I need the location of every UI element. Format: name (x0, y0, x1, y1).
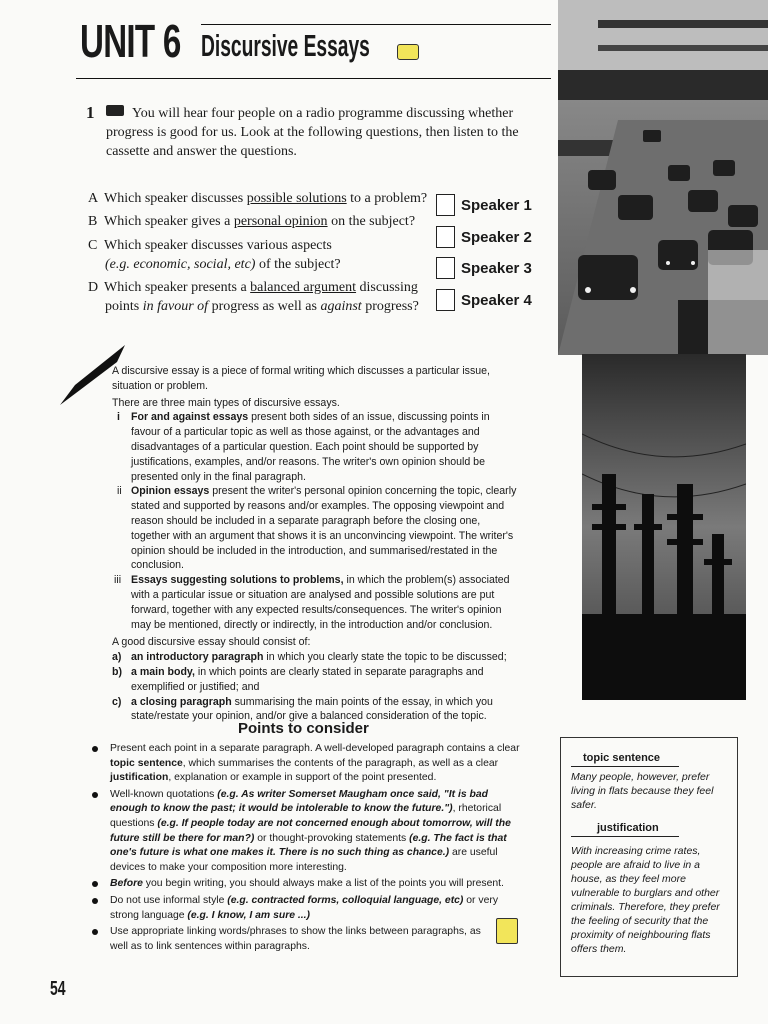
speaker-4-option[interactable]: Speaker 4 (436, 289, 532, 311)
speaker-3-option[interactable]: Speaker 3 (436, 257, 532, 279)
speaker-3-checkbox[interactable] (436, 257, 455, 279)
point-item: Before you begin writing, you should always make a list of the points you will present. (92, 877, 524, 892)
highway-photo (558, 0, 768, 355)
note-icon (397, 44, 419, 60)
types-intro: There are three main types of discursive essays. (112, 396, 340, 409)
points-title: Points to consider (238, 720, 369, 737)
point-item: Do not use informal style (e.g. contracted forms, colloquial language, etc) or very strong language (e.g. I know, I am sure ...) (92, 894, 524, 923)
point-item: Well-known quotations (e.g. As writer Somerset Maugham once said, "It is bad enough to know the past; it would be intolerable to know the future."), rhetorical questions (e.g. If people today are not concerned enough about tomorrow, will the future still be there for man?) or thought-provoking statements (e.g. The fact is that one's future is what one makes it. There is no such thing as chance.) are useful devices to make your composition more interesting. (92, 788, 524, 876)
type-item: iii Essays suggesting solutions to problems, in which the problem(s) associated with a particular issue or situation are analysed and possible solutions are put forward, together with any expected results/consequences. The writer's opinion may be mentioned, directly or indirectly, in the introduction and/or conclusion. (114, 574, 510, 631)
intro-text: A discursive essay is a piece of formal writing which discusses a particular issue, situation or problem. (112, 365, 490, 392)
part-item: c) a closing paragraph summarising the main points of the essay, in which you state/restate your opinion, and/or give a balanced consideration of the topic. (112, 695, 493, 723)
part-item: b) a main body, in which points are clearly stated in separate paragraphs and exemplified or justified; and (112, 665, 484, 693)
example-sidebox (560, 737, 738, 977)
type-item: i For and against essays present both sides of an issue, discussing points in favour of a particular topic as well as those against, or the advantages and disadvantages of a particular question. Each point should be supported by justifications, examples, and/or reasons. The writer's own opinion should be presented only in the final paragraph. (117, 411, 490, 483)
speaker-4-checkbox[interactable] (436, 289, 455, 311)
power-station-photo (582, 354, 746, 700)
consist-intro: A good discursive essay should consist of: (112, 636, 311, 649)
points-list (92, 742, 524, 956)
question-c: C Which speaker discusses various aspects (e.g. economic, social, etc) of the subject? (88, 238, 341, 272)
page-number: 54 (50, 978, 66, 1000)
exercise-instruction: You will hear four people on a radio programme discussing whether progress is good for us. Look at the following questions, then listen to the cassette and answer the questions. (106, 106, 519, 159)
point-item: Use appropriate linking words/phrases to show the links between paragraphs, as well as to link sentences within paragraphs. (92, 925, 524, 954)
question-b: B Which speaker gives a personal opinion on the subject? (88, 214, 416, 229)
header-rule-top (201, 24, 551, 25)
speaker-1-checkbox[interactable] (436, 194, 455, 216)
subtitle-text: Discursive Essays (201, 28, 370, 63)
type-item: ii Opinion essays present the writer's personal opinion concerning the topic, clearly stated and supported by reasons and/or examples. The opposing viewpoint and reason should be included in a separate paragraph before the closing one, together with an argument that shows it is an unconvincing viewpoint. The writer's opinion should be included in the introduction, and summarised/restated in the conclusion. (117, 485, 517, 572)
speaker-1-option[interactable]: Speaker 1 (436, 194, 532, 216)
checklist-icon (496, 918, 518, 944)
speaker-2-option[interactable]: Speaker 2 (436, 226, 532, 248)
point-item: Present each point in a separate paragraph. A well-developed paragraph contains a clear topic sentence, which summarises the contents of the paragraph, as well as a clear justification, explanation or example in support of the point presented. (92, 742, 524, 786)
justification-label: justification (597, 822, 659, 834)
exercise-number: 1 (86, 103, 95, 122)
justification-text: With increasing crime rates, people are afraid to live in a house, as they feel more vulnerable to burglars and other criminals. Therefore, they prefer the feeling of security that the proximity of neighbouring flats offers them. (571, 845, 720, 955)
topic-sentence-label: topic sentence (583, 752, 661, 764)
essay-description (112, 364, 520, 724)
question-a: A Which speaker discusses possible solutions to a problem? (88, 191, 428, 206)
part-item: a) an introductory paragraph in which you clearly state the topic to be discussed; (112, 651, 507, 664)
header-rule-bottom (76, 78, 551, 79)
unit-title: UNIT 6 (80, 15, 181, 67)
speaker-2-checkbox[interactable] (436, 226, 455, 248)
topic-sentence-text: Many people, however, prefer living in flats because they feel safer. (571, 771, 714, 811)
unit-subtitle (201, 28, 370, 64)
question-d: D Which speaker presents a balanced argument discussing points in favour of progress as well as against progress? (88, 280, 419, 314)
